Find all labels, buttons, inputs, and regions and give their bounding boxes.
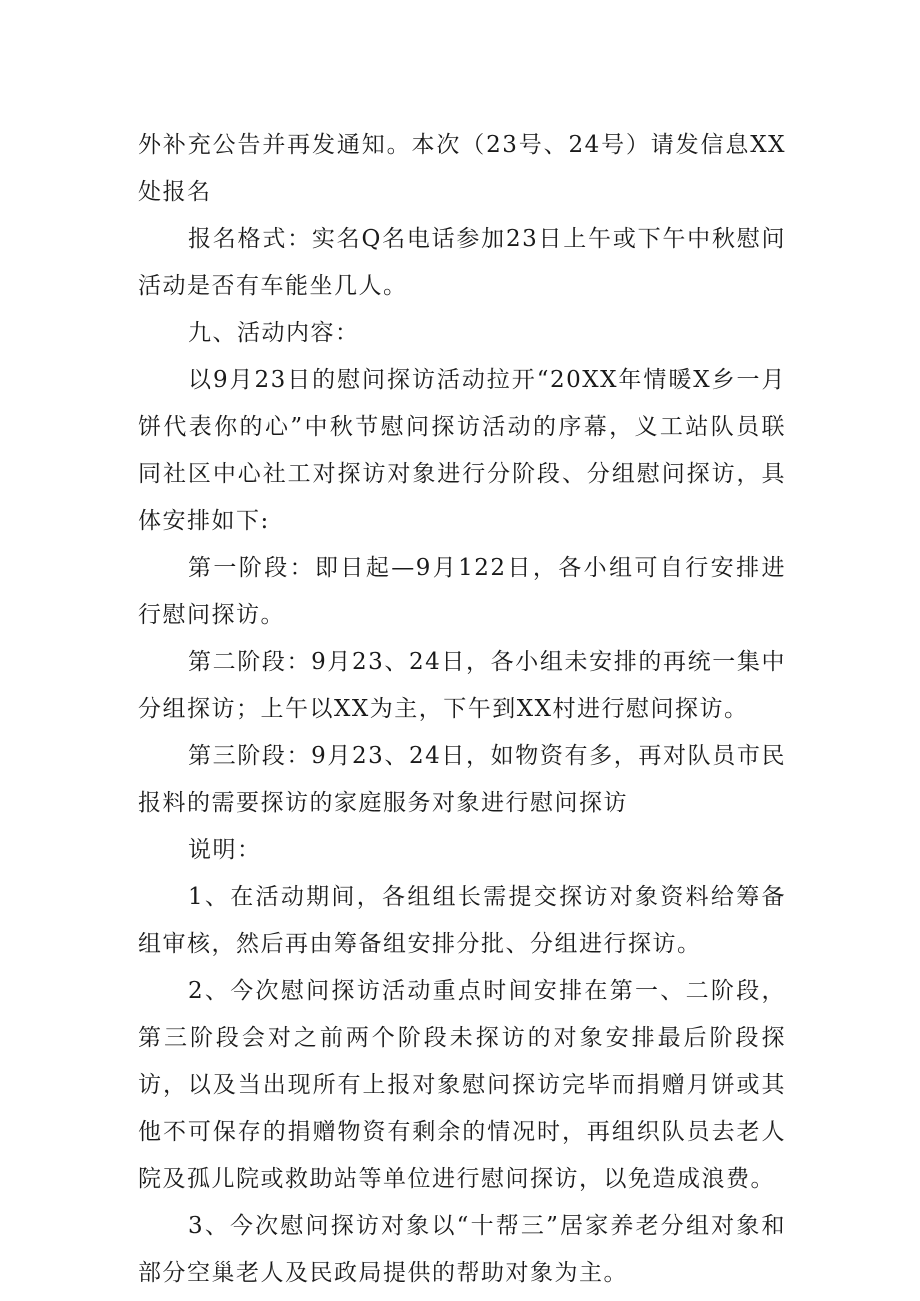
paragraph-stage-two: 第二阶段：9月23、24日，各小组未安排的再统一集中分组探访；上午以XX为主，下午到XX村进行慰问探访。 [138,649,786,722]
paragraph-stage-three: 第三阶段：9月23、24日，如物资有多，再对队员市民报料的需要探访的家庭服务对象进行慰问探访 [138,743,786,816]
paragraph-stage-one: 第一阶段：即日起—9月122日，各小组可自行安排进行慰问探访。 [138,555,786,628]
heading-notes: 说明： [188,837,262,863]
note-item-3: 3、今次慰问探访对象以“十帮三”居家养老分组对象和部分空巢老人及民政局提供的帮助对象为主。 [138,1213,786,1286]
paragraph-activity-intro: 以9月23日的慰问探访活动拉开“20XX年情暖X乡一月饼代表你的心”中秋节慰问探访活动的序幕，义工站队员联同社区中心社工对探访对象进行分阶段、分组慰问探访，具体安排如下: [138,367,786,534]
paragraph-registration-notice: 外补充公告并再发通知。本次（23号、24号）请发信息XX处报名 [138,132,786,205]
note-item-2: 2、今次慰问探访活动重点时间安排在第一、二阶段，第三阶段会对之前两个阶段未探访的对象安排最后阶段探访，以及当出现所有上报对象慰问探访完毕而捐赠月饼或其他不可保存的捐赠物资有剩余的情况时，再组织队员去老人院及孤儿院或救助站等单位进行慰问探访，以免造成浪费。 [138,978,786,1192]
note-item-1: 1、在活动期间，各组组长需提交探访对象资料给筹备组审核，然后再由筹备组安排分批、分组进行探访。 [138,884,786,957]
document-body [138,122,786,1297]
paragraph-registration-format: 报名格式：实名Q名电话参加23日上午或下午中秋慰问活动是否有车能坐几人。 [138,226,786,299]
section-heading-activity-content: 九、活动内容： [188,320,360,346]
